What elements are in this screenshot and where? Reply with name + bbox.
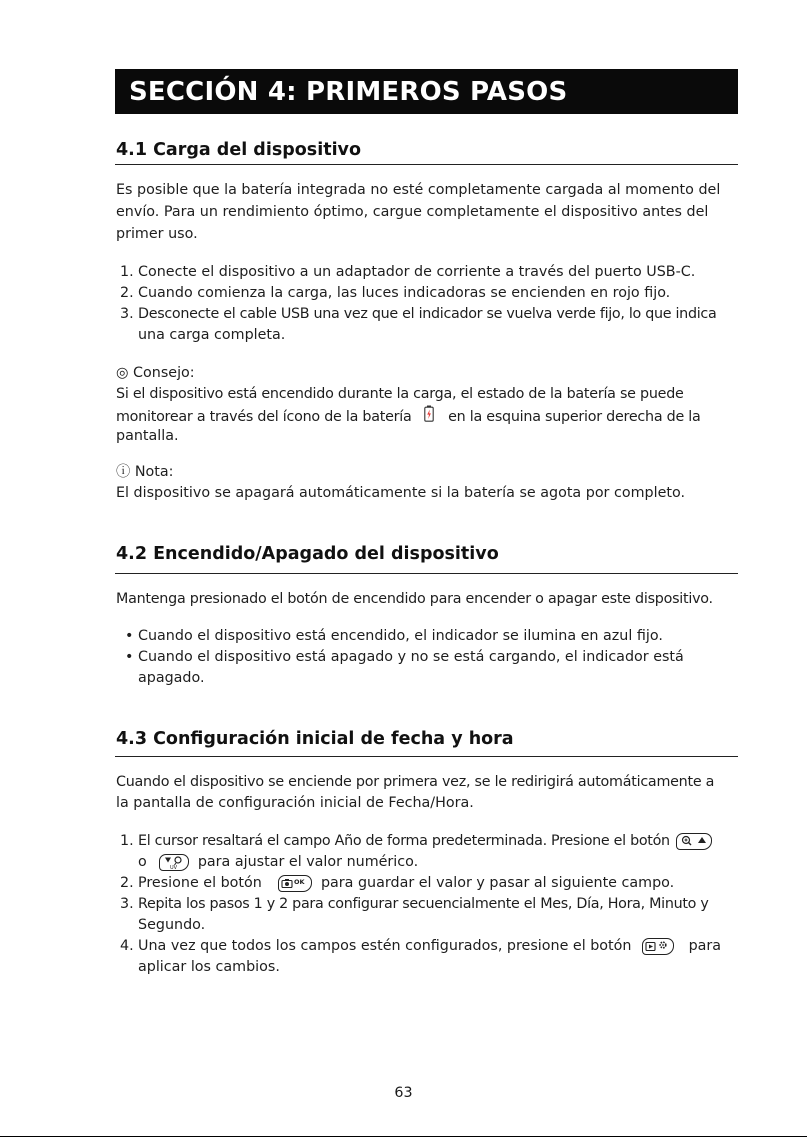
heading-4-1: 4.1 Carga del dispositivo	[116, 140, 361, 160]
playback-settings-button-icon	[642, 938, 674, 955]
heading-4-3: 4.3 Configuración inicial de fecha y hora	[116, 729, 514, 749]
step-text-line	[138, 831, 738, 852]
divider	[115, 164, 738, 165]
info-icon: ⓘ	[116, 464, 131, 480]
bullet: •	[125, 628, 134, 644]
divider	[115, 756, 738, 757]
step-text: para	[688, 938, 722, 954]
section-banner: SECCIÓN 4: PRIMEROS PASOS	[115, 69, 738, 114]
step-text: para guardar el valor y pasar al siguiente campo.	[320, 875, 675, 891]
intro-line: primer uso.	[116, 226, 198, 242]
tip-text: Si el dispositivo está encendido durante la carga, el estado de la batería se puede	[116, 386, 684, 402]
step-text: Una vez que todos los campos estén configurados, presione el botón	[138, 938, 632, 954]
intro-line: la pantalla de configuración inicial de Fecha/Hora.	[116, 795, 474, 811]
bullet-text: apagado.	[138, 670, 205, 686]
step-text: Conecte el dispositivo a un adaptador de corriente a través del puerto USB-C.	[138, 264, 696, 280]
note-heading	[116, 462, 738, 483]
footer-rule	[0, 1136, 807, 1137]
step-text: aplicar los cambios.	[138, 959, 280, 975]
intro-line: Cuando el dispositivo se enciende por primera vez, se le redirigirá automáticamente a	[116, 774, 715, 790]
step-text: Desconecte el cable USB una vez que el indicador se vuelva verde fijo, lo que indica	[138, 306, 717, 322]
tip-text: pantalla.	[116, 428, 179, 444]
note-text: El dispositivo se apagará automáticamente si la batería se agota por completo.	[116, 485, 686, 501]
step-text: Cuando comienza la carga, las luces indicadoras se encienden en rojo fijo.	[138, 285, 671, 301]
step-text: Repita los pasos 1 y 2 para configurar secuencialmente el Mes, Día, Hora, Minuto y	[138, 896, 709, 912]
intro-line: envío. Para un rendimiento óptimo, cargue completamente el dispositivo antes del	[116, 204, 709, 220]
step-text: para ajustar el valor numérico.	[197, 854, 419, 870]
step-number: 3.	[120, 896, 134, 912]
tip-icon: ◎	[116, 365, 129, 381]
heading-4-2: 4.2 Encendido/Apagado del dispositivo	[116, 544, 499, 564]
step-number: 1.	[120, 264, 134, 280]
step-text-line	[138, 936, 738, 957]
tip-label: Consejo:	[133, 365, 195, 381]
step-text: Segundo.	[138, 917, 206, 933]
step-number: 3.	[120, 306, 134, 322]
step-text-line	[138, 873, 738, 894]
camera-ok-button-icon	[278, 875, 312, 892]
intro-line: Es posible que la batería integrada no esté completamente cargada al momento del	[116, 182, 721, 198]
divider	[115, 573, 738, 574]
step-number: 4.	[120, 938, 134, 954]
bullet: •	[125, 649, 134, 665]
step-text-line	[138, 852, 738, 873]
note-label: Nota:	[134, 464, 174, 480]
step-text: o	[138, 854, 147, 870]
step-number: 1.	[120, 833, 134, 849]
tip-text: monitorear a través del ícono de la batería	[116, 409, 412, 425]
bullet-text: Cuando el dispositivo está encendido, el indicador se ilumina en azul fijo.	[138, 628, 663, 644]
page-number: 63	[394, 1085, 413, 1101]
tip-text: en la esquina superior derecha de la	[448, 409, 701, 425]
zoom-up-button-icon	[676, 833, 712, 850]
step-text: El cursor resaltará el campo Año de forma predeterminada. Presione el botón	[138, 833, 670, 849]
step-number: 2.	[120, 875, 134, 891]
intro-line: Mantenga presionado el botón de encendido para encender o apagar este dispositivo.	[116, 591, 713, 607]
bullet-text: Cuando el dispositivo está apagado y no se está cargando, el indicador está	[138, 649, 684, 665]
uv-label: UV	[170, 864, 178, 870]
step-number: 2.	[120, 285, 134, 301]
down-uv-button-icon	[159, 854, 189, 871]
ok-label: OK	[294, 877, 305, 886]
step-text: una carga completa.	[138, 327, 286, 343]
tip-heading	[116, 363, 738, 384]
step-text: Presione el botón	[138, 875, 262, 891]
